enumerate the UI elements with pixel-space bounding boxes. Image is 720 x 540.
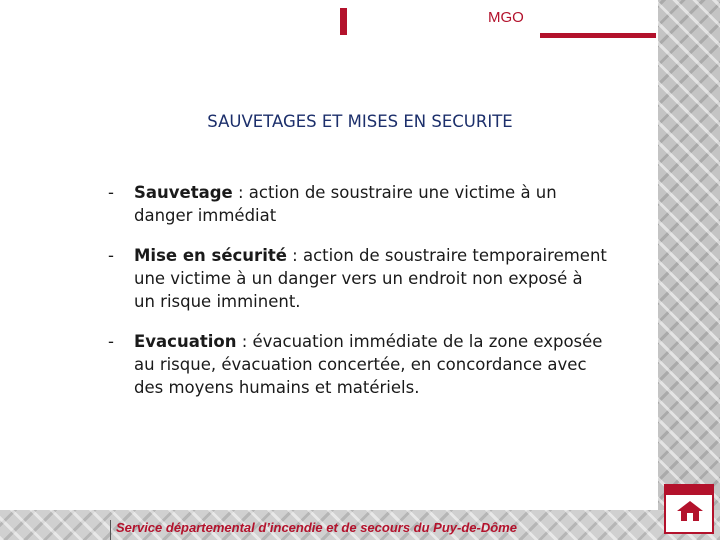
diamond-plate-right (658, 0, 720, 540)
sdis-logo (664, 484, 714, 534)
bullet-dash: - (108, 246, 114, 265)
slide-title: SAUVETAGES ET MISES EN SECURITE (207, 112, 513, 131)
item-term: Sauvetage (134, 183, 233, 202)
item-definition: : action de soustraire une victime à un danger immédiat (134, 183, 557, 225)
list-item (108, 244, 608, 313)
header-accent-bar (340, 8, 347, 35)
header-code: MGO (488, 9, 524, 26)
house-icon (676, 500, 704, 522)
item-term: Mise en sécurité (134, 246, 287, 265)
definition-list (108, 181, 608, 416)
footer-divider (110, 520, 111, 540)
item-definition: : action de soustraire temporairement une victime à un danger vers un endroit non exposé à un risque imminent. (134, 246, 607, 311)
bullet-dash: - (108, 183, 114, 202)
list-item (108, 330, 608, 399)
item-definition: : évacuation immédiate de la zone exposée au risque, évacuation concertée, en concordance avec des moyens humains et matériels. (134, 332, 603, 397)
footer-organization: Service départemental d’incendie et de secours du Puy-de-Dôme (116, 520, 517, 535)
list-item (108, 181, 608, 227)
header-underline (540, 33, 656, 38)
bullet-dash: - (108, 332, 114, 351)
item-term: Evacuation (134, 332, 237, 351)
